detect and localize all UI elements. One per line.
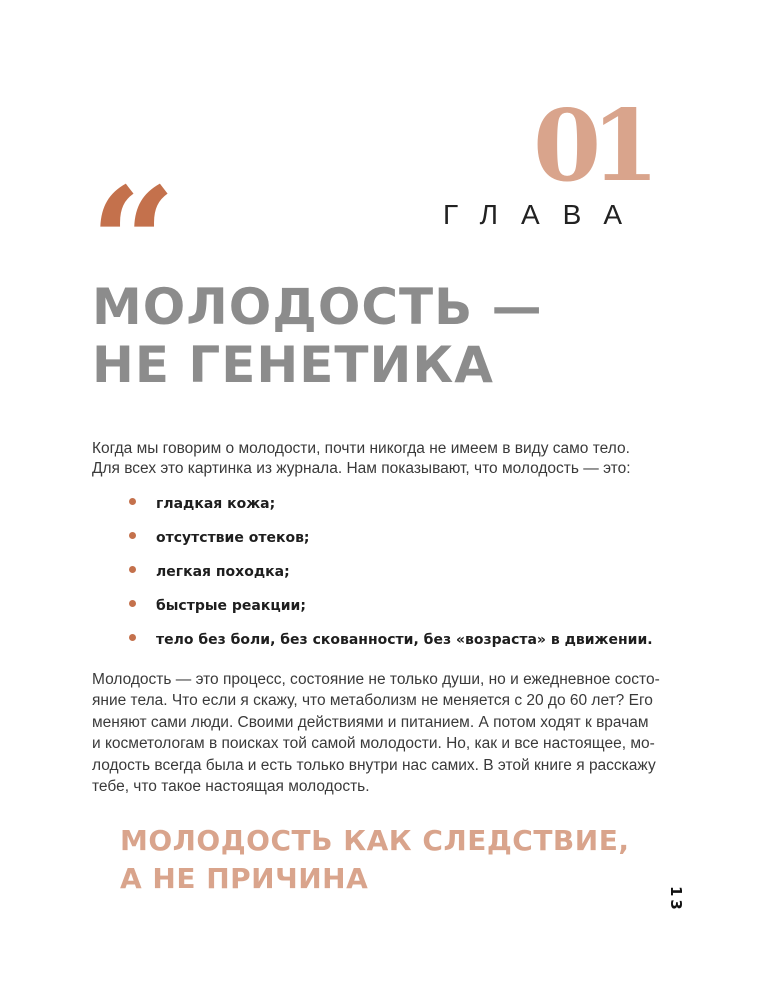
body-line: и косметологам в поисках той самой молодости. Но, как и все настоящее, мо- (92, 735, 655, 753)
chapter-title-line: НЕ ГЕНЕТИКА (92, 336, 494, 394)
list-item (128, 527, 653, 561)
bullet-list (128, 493, 653, 663)
body-line: яние тела. Что если я скажу, что метаболизм не меняется с 20 до 60 лет? Его (92, 692, 653, 710)
chapter-title (92, 278, 543, 394)
bullet-icon (129, 600, 136, 607)
intro-line: Для всех это картинка из журнала. Нам показывают, что молодость — это: (92, 459, 631, 477)
bullet-icon (129, 566, 136, 573)
chapter-title-line: МОЛОДОСТЬ — (92, 278, 543, 336)
list-item (128, 561, 653, 595)
list-item-text: гладкая кожа; (156, 496, 276, 512)
bullet-icon (129, 532, 136, 539)
section-heading (120, 822, 629, 898)
body-line: Молодость — это процесс, состояние не только души, но и ежедневное состо- (92, 671, 660, 688)
chapter-label: ГЛАВА (443, 199, 646, 230)
page-number: 13 (667, 886, 685, 913)
intro-paragraph (92, 439, 642, 478)
body-paragraph (92, 669, 660, 797)
quote-mark-icon: “ (90, 155, 177, 331)
bullet-icon (129, 498, 136, 505)
list-item (128, 493, 653, 527)
body-line: меняют сами люди. Своими действиями и питанием. А потом ходят к врачам (92, 713, 649, 731)
list-item-text: легкая походка; (156, 564, 290, 580)
section-heading-line: А НЕ ПРИЧИНА (120, 862, 369, 895)
intro-line: Когда мы говорим о молодости, почти никогда не имеем в виду само тело. (92, 440, 630, 457)
bullet-icon (129, 634, 136, 641)
chapter-number: 01 (533, 89, 650, 204)
list-item-text: отсутствие отеков; (156, 530, 310, 546)
list-item-text: быстрые реакции; (156, 598, 306, 614)
body-line: тебе, что такое настоящая молодость. (92, 778, 370, 796)
list-item (128, 595, 653, 629)
body-line: лодость всегда была и есть только внутри нас самих. В этой книге я расскажу (92, 756, 656, 774)
section-heading-line: МОЛОДОСТЬ КАК СЛЕДСТВИЕ, (120, 824, 630, 857)
list-item (128, 629, 653, 663)
list-item-text: тело без боли, без скованности, без «возраста» в движении. (156, 632, 653, 648)
